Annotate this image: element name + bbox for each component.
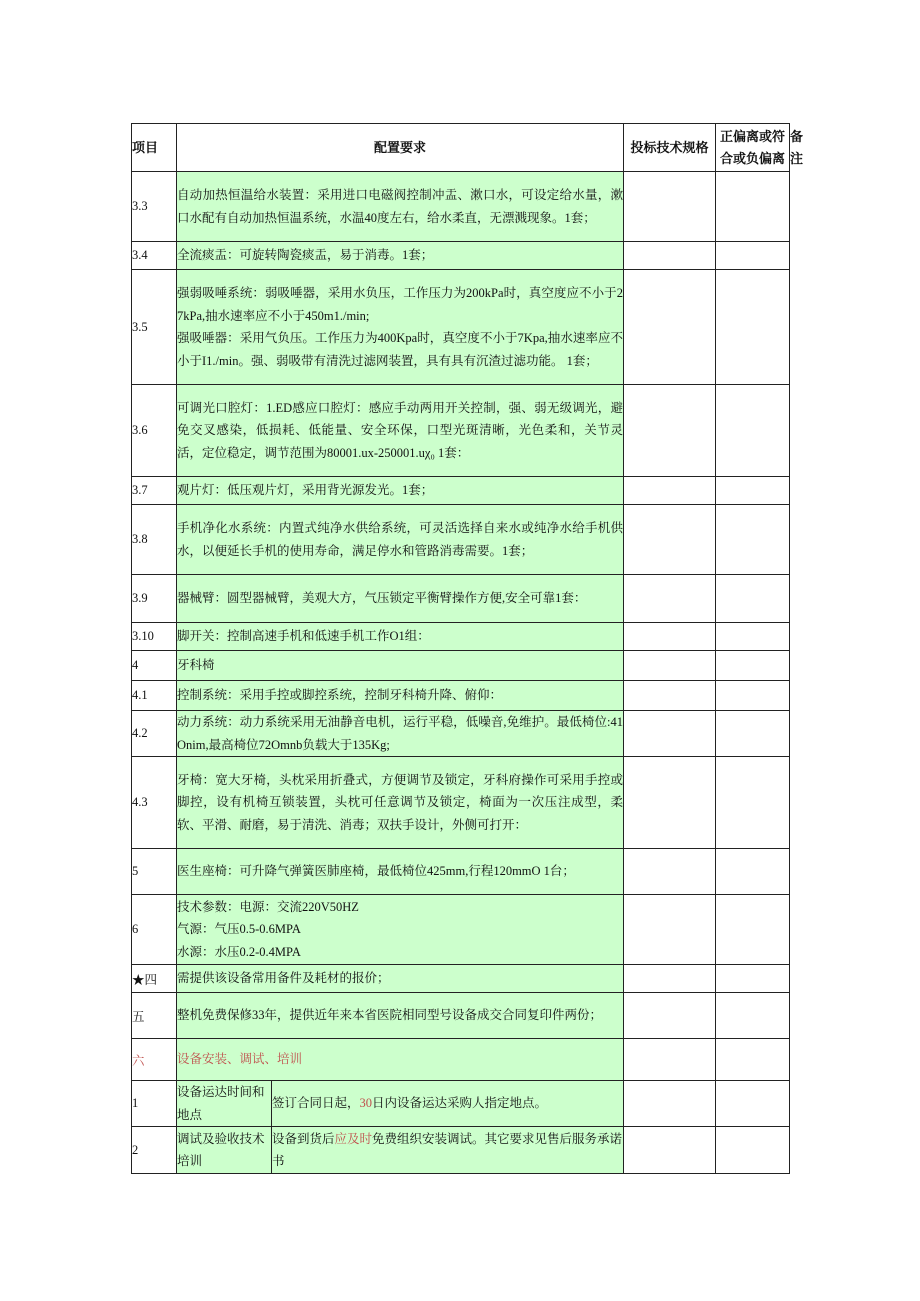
table-row [132, 895, 790, 965]
deviation-cell [716, 623, 790, 651]
deviation-cell [716, 385, 790, 477]
table-row [132, 385, 790, 477]
deviation-cell [716, 651, 790, 681]
bid-spec-cell [624, 1127, 716, 1174]
row-requirement: 需提供该设备常用备件及耗材的报价； [177, 965, 624, 993]
row-id: 六 [132, 1039, 177, 1081]
row-id: 6 [132, 895, 177, 965]
row-id: 4.3 [132, 757, 177, 849]
bid-spec-cell [624, 757, 716, 849]
table-row [132, 477, 790, 505]
row-requirement: 动力系统：动力系统采用无油静音电机，运行平稳，低噪音,免维护。最低椅位:41Onim,最高椅位72Omnb负载大于135Kg; [177, 711, 624, 757]
table-row [132, 965, 790, 993]
row-requirement: 自动加热恒温给水装置：采用进口电磁阀控制冲盂、漱口水，可设定给水量，漱口水配有自动加热恒温系统，水温40度左右，给水柔直，无漂溅现象。1套； [177, 172, 624, 242]
deviation-cell [716, 993, 790, 1039]
row-id: 3.5 [132, 270, 177, 385]
bid-spec-cell [624, 505, 716, 575]
requirement-text-highlight: 30 [359, 1096, 373, 1111]
row-id: 4.1 [132, 681, 177, 711]
row-requirement [272, 1081, 624, 1127]
table-row [132, 575, 790, 623]
requirement-text-part: 设备到货后 [272, 1131, 335, 1146]
bid-spec-cell [624, 1081, 716, 1127]
bid-spec-cell [624, 711, 716, 757]
deviation-cell [716, 757, 790, 849]
row-id: 3.10 [132, 623, 177, 651]
header-row: 项目 配置要求 投标技术规格 正偏离或符合或负偏离 备注 [132, 124, 790, 172]
row-requirement: 可调光口腔灯：1.ED感应口腔灯：感应手动两用开关控制，强、弱无级调光，避免交叉感染，低损耗、低能量、安全环保，口型光斑清晰，光色柔和，关节灵活，定位稳定，调节范围为80001.ux-250001.uχ₀ 1套： [177, 385, 624, 477]
deviation-cell [716, 172, 790, 242]
row-requirement: 强弱吸唾系统：弱吸唾器，采用水负压，工作压力为200kPa时，真空度应不小于27kPa,抽水速率应不小于450m1./min; 强吸唾器：采用气负压。工作压力为400Kpa时，真空度不小于7Kpa,抽水速率应不小于I1./min。强、弱吸带有清洗过滤网装置，具有具有沉渣过滤功能。 1套； [177, 270, 624, 385]
row-requirement: 全流痰盂：可旋转陶瓷痰盂，易于消毒。1套； [177, 242, 624, 270]
bid-spec-cell [624, 651, 716, 681]
deviation-cell [716, 1081, 790, 1127]
row-requirement: 牙科椅 [177, 651, 624, 681]
table-row [132, 757, 790, 849]
bid-spec-cell [624, 965, 716, 993]
row-requirement: 技术参数：电源：交流220V50HZ 气源：气压0.5-0.6MPA 水源：水压0.2-0.4MPA [177, 895, 624, 965]
table-row [132, 849, 790, 895]
requirement-text-part: 日内设备运达采购人指定地点。 [372, 1096, 548, 1111]
table-row [132, 651, 790, 681]
row-id: 3.9 [132, 575, 177, 623]
deviation-cell [716, 965, 790, 993]
row-id: 4 [132, 651, 177, 681]
row-requirement: 观片灯：低压观片灯，采用背光源发光。1套； [177, 477, 624, 505]
bid-spec-cell [624, 172, 716, 242]
header-item: 项目 [132, 124, 177, 172]
deviation-cell [716, 849, 790, 895]
row-id: 3.4 [132, 242, 177, 270]
bid-spec-cell [624, 681, 716, 711]
deviation-cell [716, 895, 790, 965]
row-id: 4.2 [132, 711, 177, 757]
bid-spec-cell [624, 242, 716, 270]
row-requirement: 牙椅：宽大牙椅，头枕采用折叠式，方便调节及锁定，牙科府操作可采用手控或脚控，设有机椅互锁装置，头枕可任意调节及锁定，椅面为一次压注成型，柔软、平滑、耐磨，易于清洗、消毒；双扶手设计，外侧可打开： [177, 757, 624, 849]
row-requirement: 器械臂：圆型器械臂，美观大方，气压锁定平衡臂操作方便,安全可靠1套： [177, 575, 624, 623]
spec-table [131, 123, 804, 1174]
row-requirement: 医生座椅：可升降气弹簧医肺座椅，最低椅位425mm,行程120mmO 1台； [177, 849, 624, 895]
table-row [132, 505, 790, 575]
row-id: 3.8 [132, 505, 177, 575]
row-requirement: 整机免费保修33年，提供近年来本省医院相同型号设备成交合同复印件两份； [177, 993, 624, 1039]
bid-spec-cell [624, 270, 716, 385]
bid-spec-cell [624, 385, 716, 477]
row-sub-label: 设备运达时间和地点 [177, 1081, 272, 1127]
deviation-cell [716, 681, 790, 711]
table-row [132, 172, 790, 242]
deviation-cell [716, 711, 790, 757]
table-row [132, 1039, 790, 1081]
row-requirement: 控制系统：采用手控或脚控系统，控制牙科椅升降、俯仰： [177, 681, 624, 711]
table-row [132, 1081, 790, 1127]
requirement-text-highlight: 应及时 [334, 1131, 373, 1146]
table-row [132, 681, 790, 711]
header-deviation: 正偏离或符合或负偏离 [716, 124, 790, 172]
row-id: 3.7 [132, 477, 177, 505]
row-id: 2 [132, 1127, 177, 1174]
table-row [132, 623, 790, 651]
row-id: 3.3 [132, 172, 177, 242]
bid-spec-cell [624, 575, 716, 623]
table-row [132, 711, 790, 757]
row-id: 3.6 [132, 385, 177, 477]
deviation-cell [716, 242, 790, 270]
row-sub-label: 调试及验收技术培训 [177, 1127, 272, 1174]
bid-spec-cell [624, 849, 716, 895]
bid-spec-cell [624, 993, 716, 1039]
row-requirement: 脚开关：控制高速手机和低速手机工作O1组： [177, 623, 624, 651]
deviation-cell [716, 575, 790, 623]
bid-spec-cell [624, 1039, 716, 1081]
deviation-cell [716, 1127, 790, 1174]
table-row [132, 1127, 790, 1174]
deviation-cell [716, 270, 790, 385]
deviation-cell [716, 505, 790, 575]
row-requirement: 设备安装、调试、培训 [177, 1039, 624, 1081]
row-id: 5 [132, 849, 177, 895]
requirement-text-part: 签订合同日起， [272, 1096, 360, 1111]
row-id: 五 [132, 993, 177, 1039]
table-row [132, 993, 790, 1039]
row-id: 1 [132, 1081, 177, 1127]
row-requirement: 手机净化水系统：内置式纯净水供给系统，可灵活选择自来水或纯净水给手机供水，以便延长手机的使用寿命，满足停水和管路消毒需要。1套； [177, 505, 624, 575]
bid-spec-cell [624, 477, 716, 505]
row-requirement [272, 1127, 624, 1174]
table-row [132, 270, 790, 385]
header-requirement: 配置要求 [177, 124, 624, 172]
bid-spec-cell [624, 623, 716, 651]
bid-spec-cell [624, 895, 716, 965]
deviation-cell [716, 477, 790, 505]
header-bid-spec: 投标技术规格 [624, 124, 716, 172]
requirement-text-part: 免费组织安装调试。其它要求见售后服务承诺书 [272, 1131, 623, 1168]
deviation-cell [716, 1039, 790, 1081]
table-row [132, 242, 790, 270]
row-id: ★四 [132, 965, 177, 993]
